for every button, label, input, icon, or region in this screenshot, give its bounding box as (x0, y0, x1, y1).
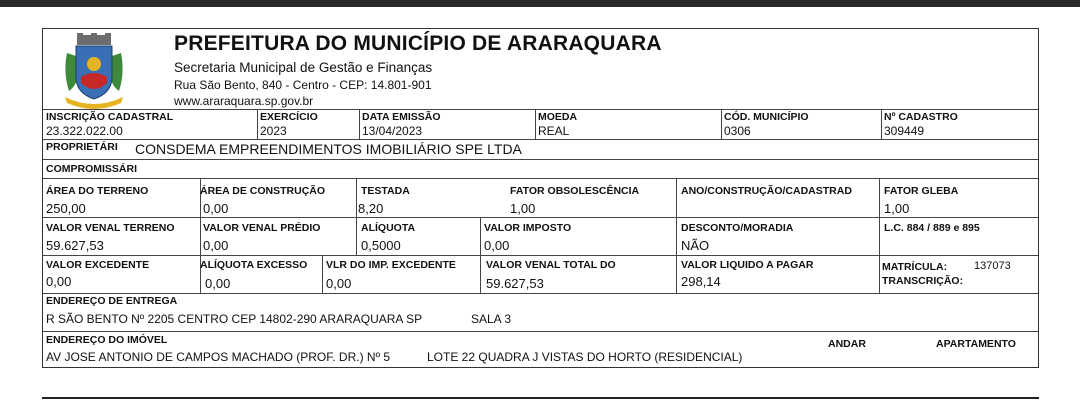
municipio-value: 0306 (724, 124, 751, 138)
valor-venal-total-value: 59.627,53 (486, 276, 544, 291)
divider (43, 139, 1038, 140)
andar-label: ANDAR (828, 338, 866, 350)
exercicio-value: 2023 (260, 124, 287, 138)
exercicio-label: EXERCÍCIO (260, 111, 318, 123)
area-terreno-label: ÁREA DO TERRENO (46, 185, 149, 197)
testada-label: TESTADA (361, 185, 410, 197)
vlr-imp-excedente-value: 0,00 (326, 276, 352, 291)
divider (43, 217, 1038, 218)
valor-liquido-value: 298,14 (681, 274, 721, 289)
endereco-imovel-value: AV JOSE ANTONIO DE CAMPOS MACHADO (PROF. DR.) Nº 5 (46, 350, 390, 364)
obsolescencia-label: FATOR OBSOLESCÊNCIA (510, 185, 640, 197)
aliquota-label: ALÍQUOTA (361, 222, 416, 234)
fator-gleba-label: FATOR GLEBA (884, 185, 959, 197)
area-terreno-value: 250,00 (46, 201, 86, 216)
prefeitura-address: Rua São Bento, 840 - Centro - CEP: 14.801-901 (174, 78, 432, 92)
inscricao-value: 23.322.022.00 (46, 124, 123, 138)
valor-venal-predio-value: 0,00 (203, 238, 229, 253)
endereco-imovel-label: ENDEREÇO DO IMÓVEL (46, 334, 168, 346)
area-construcao-value: 0,00 (203, 201, 229, 216)
valor-imposto-value: 0,00 (484, 238, 510, 253)
iptu-document-sheet (42, 28, 1039, 368)
divider (43, 178, 1038, 179)
endereco-imovel-lote: LOTE 22 QUADRA J VISTAS DO HORTO (RESIDENCIAL) (427, 350, 743, 364)
aliquota-excesso-label: ALÍQUOTA EXCESSO (200, 259, 308, 271)
compromissario-label: COMPROMISSÁRI (46, 163, 138, 175)
fator-gleba-value: 1,00 (884, 201, 910, 216)
vlr-imp-excedente-label: VLR DO IMP. EXCEDENTE (326, 259, 456, 271)
municipio-label: CÓD. MUNICÍPIO (724, 111, 809, 123)
top-edge-bar (0, 0, 1080, 7)
proprietario-value: CONSDEMA EMPREENDIMENTOS IMOBILIÁRIO SPE LTDA (135, 141, 522, 157)
divider (43, 293, 1038, 294)
emissao-label: DATA EMISSÃO (362, 111, 441, 123)
city-crest-icon (63, 33, 125, 109)
secretaria-name: Secretaria Municipal de Gestão e Finanças (174, 60, 433, 75)
aliquota-excesso-value: 0,00 (205, 276, 231, 291)
cadastro-label: Nº CADASTRO (884, 111, 958, 123)
desconto-moradia-value: NÃO (681, 238, 710, 253)
divider (43, 159, 1038, 160)
valor-venal-total-label: VALOR VENAL TOTAL DO (486, 259, 616, 271)
area-construcao-label: ÁREA DE CONSTRUÇÃO (200, 185, 326, 197)
emissao-value: 13/04/2023 (362, 124, 423, 138)
divider (43, 255, 1038, 256)
inscricao-label: INSCRIÇÃO CADASTRAL (46, 111, 174, 123)
moeda-label: MOEDA (538, 111, 578, 123)
transcricao-label: TRANSCRIÇÃO: (882, 275, 964, 287)
divider (43, 331, 1038, 332)
page-title: PREFEITURA DO MUNICÍPIO DE ARARAQUARA (174, 32, 662, 55)
lei-complementar-label: L.C. 884 / 889 e 895 (884, 222, 980, 234)
matricula-label: MATRÍCULA: (882, 261, 948, 273)
testada-value: 8,20 (358, 201, 384, 216)
proprietario-label: PROPRIETÁRI (46, 141, 118, 153)
moeda-value: REAL (538, 124, 570, 138)
valor-excedente-label: VALOR EXCEDENTE (46, 259, 150, 271)
endereco-entrega-sala: SALA 3 (471, 312, 512, 326)
valor-venal-predio-label: VALOR VENAL PRÉDIO (203, 222, 321, 234)
valor-excedente-value: 0,00 (46, 274, 72, 289)
valor-liquido-label: VALOR LIQUIDO A PAGAR (681, 259, 814, 271)
divider (43, 109, 1038, 110)
divider (42, 397, 1039, 399)
obsolescencia-value: 1,00 (510, 201, 536, 216)
valor-imposto-label: VALOR IMPOSTO (484, 222, 572, 234)
cadastro-value: 309449 (884, 124, 925, 138)
endereco-entrega-value: R SÃO BENTO Nº 2205 CENTRO CEP 14802-290 ARARAQUARA SP (46, 312, 423, 326)
aliquota-value: 0,5000 (361, 238, 401, 253)
valor-venal-terreno-label: VALOR VENAL TERRENO (46, 222, 175, 234)
matricula-value: 137073 (974, 260, 1011, 272)
apartamento-label: APARTAMENTO (936, 338, 1016, 350)
endereco-entrega-label: ENDEREÇO DE ENTREGA (46, 295, 178, 307)
valor-venal-terreno-value: 59.627,53 (46, 238, 104, 253)
desconto-moradia-label: DESCONTO/MORADIA (681, 222, 794, 234)
prefeitura-website[interactable]: www.araraquara.sp.gov.br (174, 94, 314, 108)
ano-construcao-label: ANO/CONSTRUÇÃO/CADASTRAD (681, 185, 852, 197)
